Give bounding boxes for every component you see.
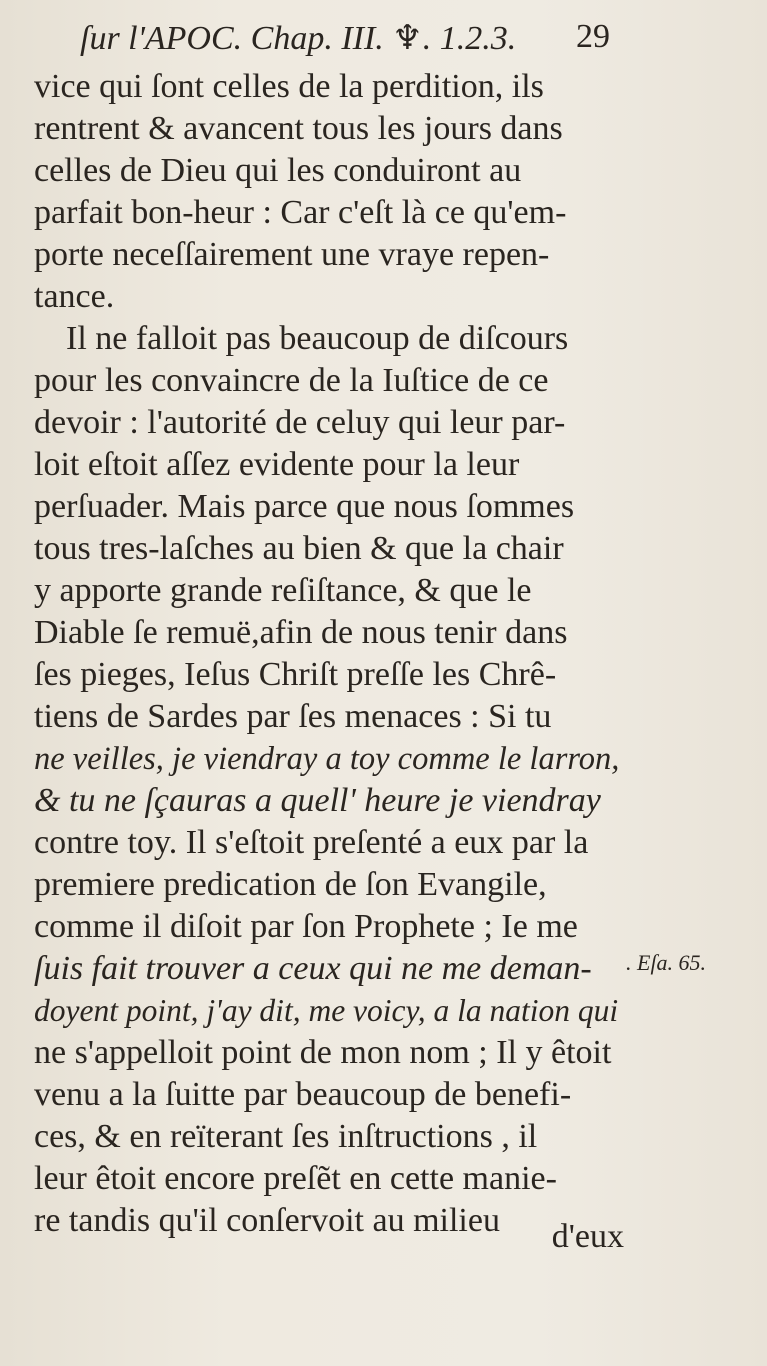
text-line: comme il diſoit par ſon Prophete ; Ie me — [34, 908, 578, 945]
quoted-text-line: doyent point, j'ay dit, me voicy, a la nation qui — [34, 993, 619, 1028]
paragraph-start-line: Il ne falloit pas beaucoup de diſcours — [66, 320, 569, 357]
text-line: ſes pieges, Ieſus Chriſt preſſe les Chrê- — [34, 656, 557, 693]
margin-note: . Eſa. 65. — [626, 950, 707, 975]
running-title: ſur l'APOC. Chap. III. ♆. 1.2.3. — [80, 20, 517, 57]
text-line: leur êtoit encore preſẽt en cette manie- — [34, 1160, 557, 1197]
text-line: vice qui ſont celles de la perdition, ils — [34, 68, 544, 105]
quoted-text-line: ne veilles, je viendray a toy comme le larron, — [34, 741, 620, 777]
text-line: celles de Dieu qui les conduiront au — [34, 152, 522, 189]
text-line: devoir : l'autorité de celuy qui leur par- — [34, 404, 566, 441]
text-line: tance. — [34, 278, 115, 315]
page-number: 29 — [576, 18, 610, 55]
text-line: rentrent & avancent tous les jours dans — [34, 110, 563, 147]
text-line: tiens de Sardes par ſes menaces : Si tu — [34, 698, 552, 735]
text-line: re tandis qu'il conſervoit au milieu — [34, 1202, 500, 1239]
text-line: venu a la ſuitte par beaucoup de benefi- — [34, 1076, 572, 1113]
text-line: pour les convaincre de la Iuſtice de ce — [34, 362, 549, 399]
text-line: Diable ſe remuë,afin de nous tenir dans — [34, 614, 568, 651]
quoted-text-line: ſuis fait trouver a ceux qui ne me deman- — [34, 950, 592, 987]
text-line: tous tres-laſches au bien & que la chair — [34, 530, 564, 567]
text-line: y apporte grande reſiſtance, & que le — [34, 572, 532, 609]
text-line: porte neceſſairement une vraye repen- — [34, 236, 550, 273]
page-header — [80, 18, 610, 64]
text-line: contre toy. Il s'eſtoit preſenté a eux par la — [34, 824, 589, 861]
quoted-text-line: & tu ne ſçauras a quell' heure je viendray — [34, 782, 601, 819]
text-line: ne s'appelloit point de mon nom ; Il y êtoit — [34, 1034, 612, 1071]
text-line: perſuader. Mais parce que nous ſommes — [34, 488, 575, 525]
text-line: loit eſtoit aſſez evidente pour la leur — [34, 446, 520, 483]
text-line: parfait bon-heur : Car c'eſt là ce qu'em- — [34, 194, 567, 231]
text-line: ces, & en reïterant ſes inſtructions , il — [34, 1118, 538, 1155]
text-line: premiere predication de ſon Evangile, — [34, 866, 547, 903]
catchword: d'eux — [551, 1218, 624, 1255]
